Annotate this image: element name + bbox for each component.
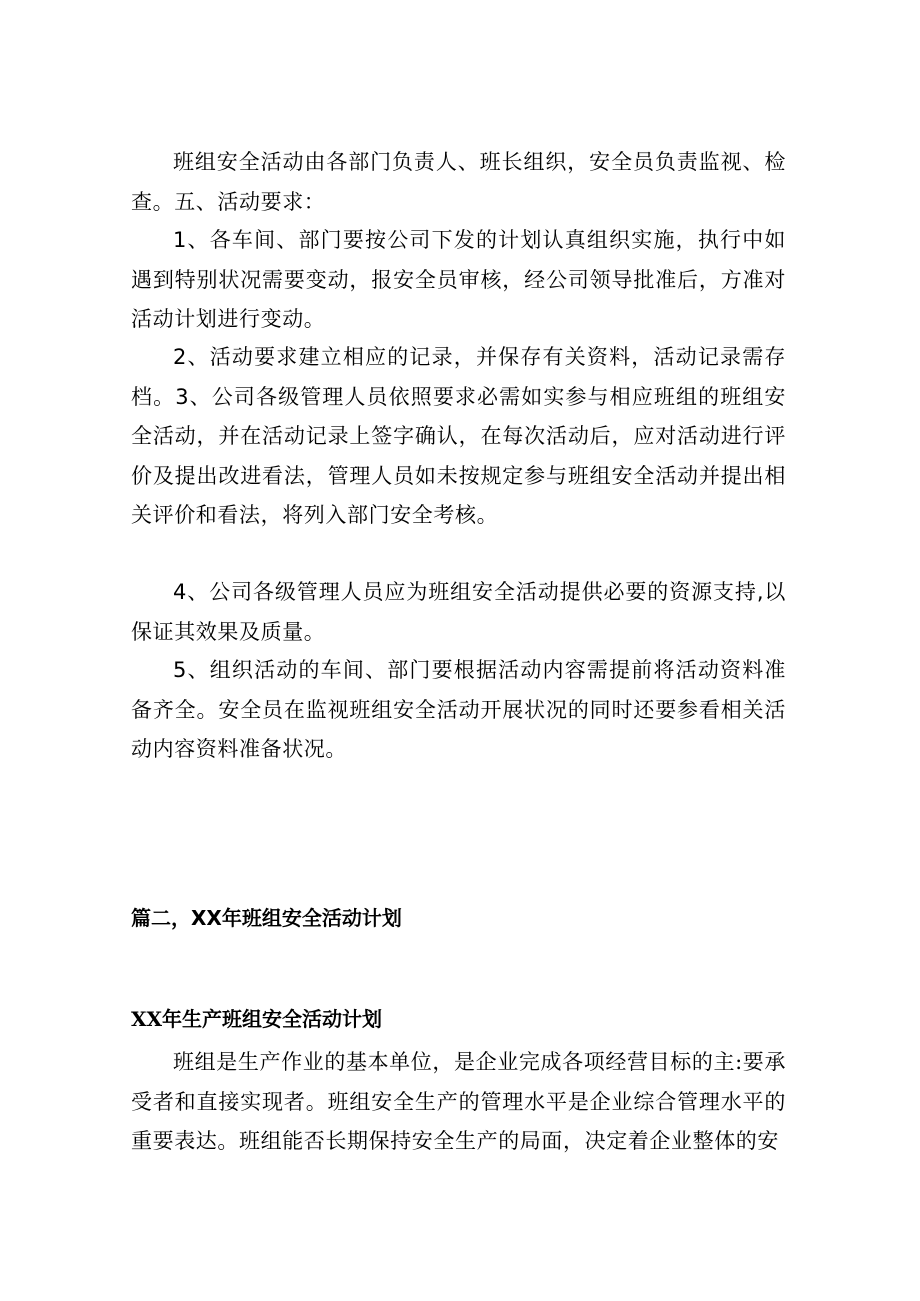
paragraph-requirement-1: 1、各车间、部门要按公司下发的计划认真组织实施，执行中如遇到特别状况需要变动，报安全员审核，经公司领导批准后，方准对活动计划进行变动。 <box>131 228 786 331</box>
paragraph-requirement-5: 5、组织活动的车间、部门要根据活动内容需提前将活动资料准备齐全。安全员在监视班组安全活动开展状况的同时还要参看相关活动内容资料准备状况。 <box>131 658 786 761</box>
paragraph-requirement-4: 4、公司各级管理人员应为班组安全活动提供必要的资源支持,以保证其效果及质量。 <box>131 580 786 644</box>
paragraph-requirement-2-3: 2、活动要求建立相应的记录，并保存有关资料，活动记录需存档。3、公司各级管理人员依照要求必需如实参与相应班组的班组安全活动，并在活动记录上签字确认，在每次活动后，应对活动进行评价及提出改进看法，管理人员如未按规定参与班组安全活动并提出相关评价和看法，将列入部门安全考核。 <box>131 345 786 527</box>
section-subtitle: XX年生产班组安全活动计划 <box>131 1007 383 1031</box>
paragraph-section-intro: 班组是生产作业的基本单位，是企业完成各项经营目标的主:要承受者和直接实现者。班组安全生产的管理水平是企业综合管理水平的重要表达。班组能否长期保持安全生产的局面，决定着企业整体的安 <box>131 1050 786 1153</box>
paragraph-organization: 班组安全活动由各部门负责人、班长组织，安全员负责监视、检查。五、活动要求： <box>131 150 786 214</box>
section-heading: 篇二，XX年班组安全活动计划 <box>131 906 402 930</box>
